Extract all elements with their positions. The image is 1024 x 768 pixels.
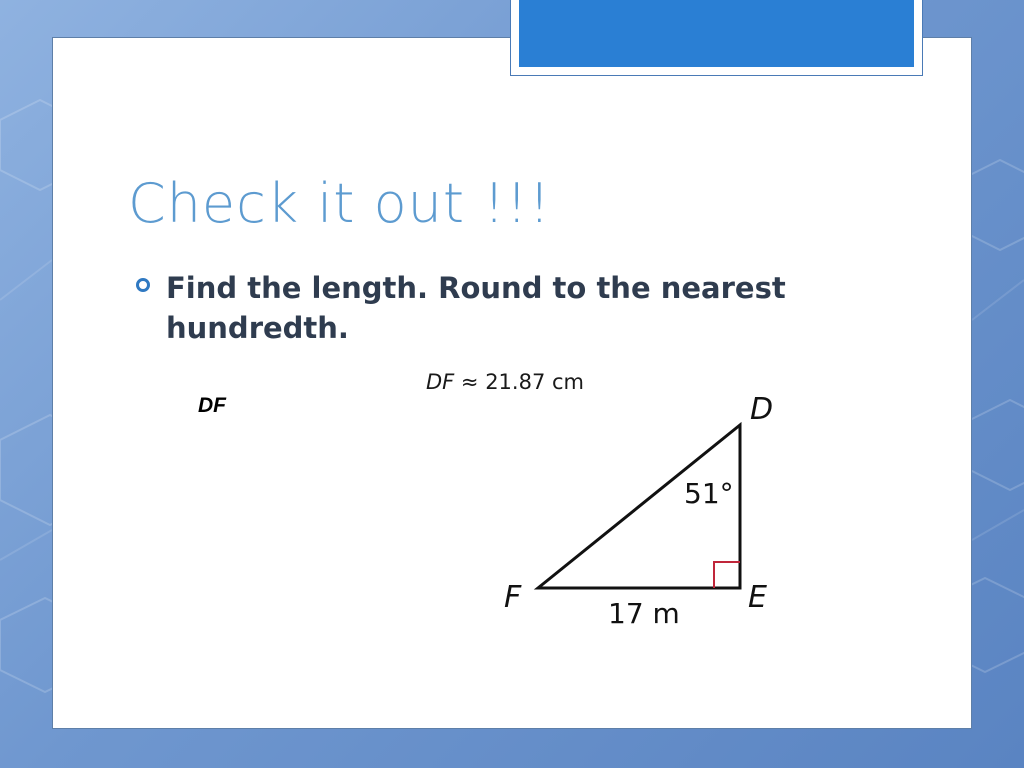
bullet-ring-icon <box>136 278 150 292</box>
bullet-text: Find the length. Round to the nearest hundredth. <box>166 271 786 345</box>
vertex-d-label: D <box>750 392 774 427</box>
angle-label: 51° <box>684 477 734 510</box>
vertex-e-label: E <box>748 580 767 615</box>
slide-title: Check it out !!! <box>128 172 552 235</box>
accent-banner <box>510 0 923 76</box>
question-label: DF <box>198 394 226 417</box>
triangle-diagram <box>490 385 800 635</box>
bullet-item <box>136 268 796 348</box>
accent-banner-fill <box>519 0 914 67</box>
answer-value: ≈ 21.87 cm <box>454 370 584 394</box>
vertex-f-label: F <box>504 580 522 615</box>
answer-variable: DF <box>426 370 455 394</box>
right-angle-mark <box>714 562 740 588</box>
side-length-label: 17 m <box>608 597 680 630</box>
